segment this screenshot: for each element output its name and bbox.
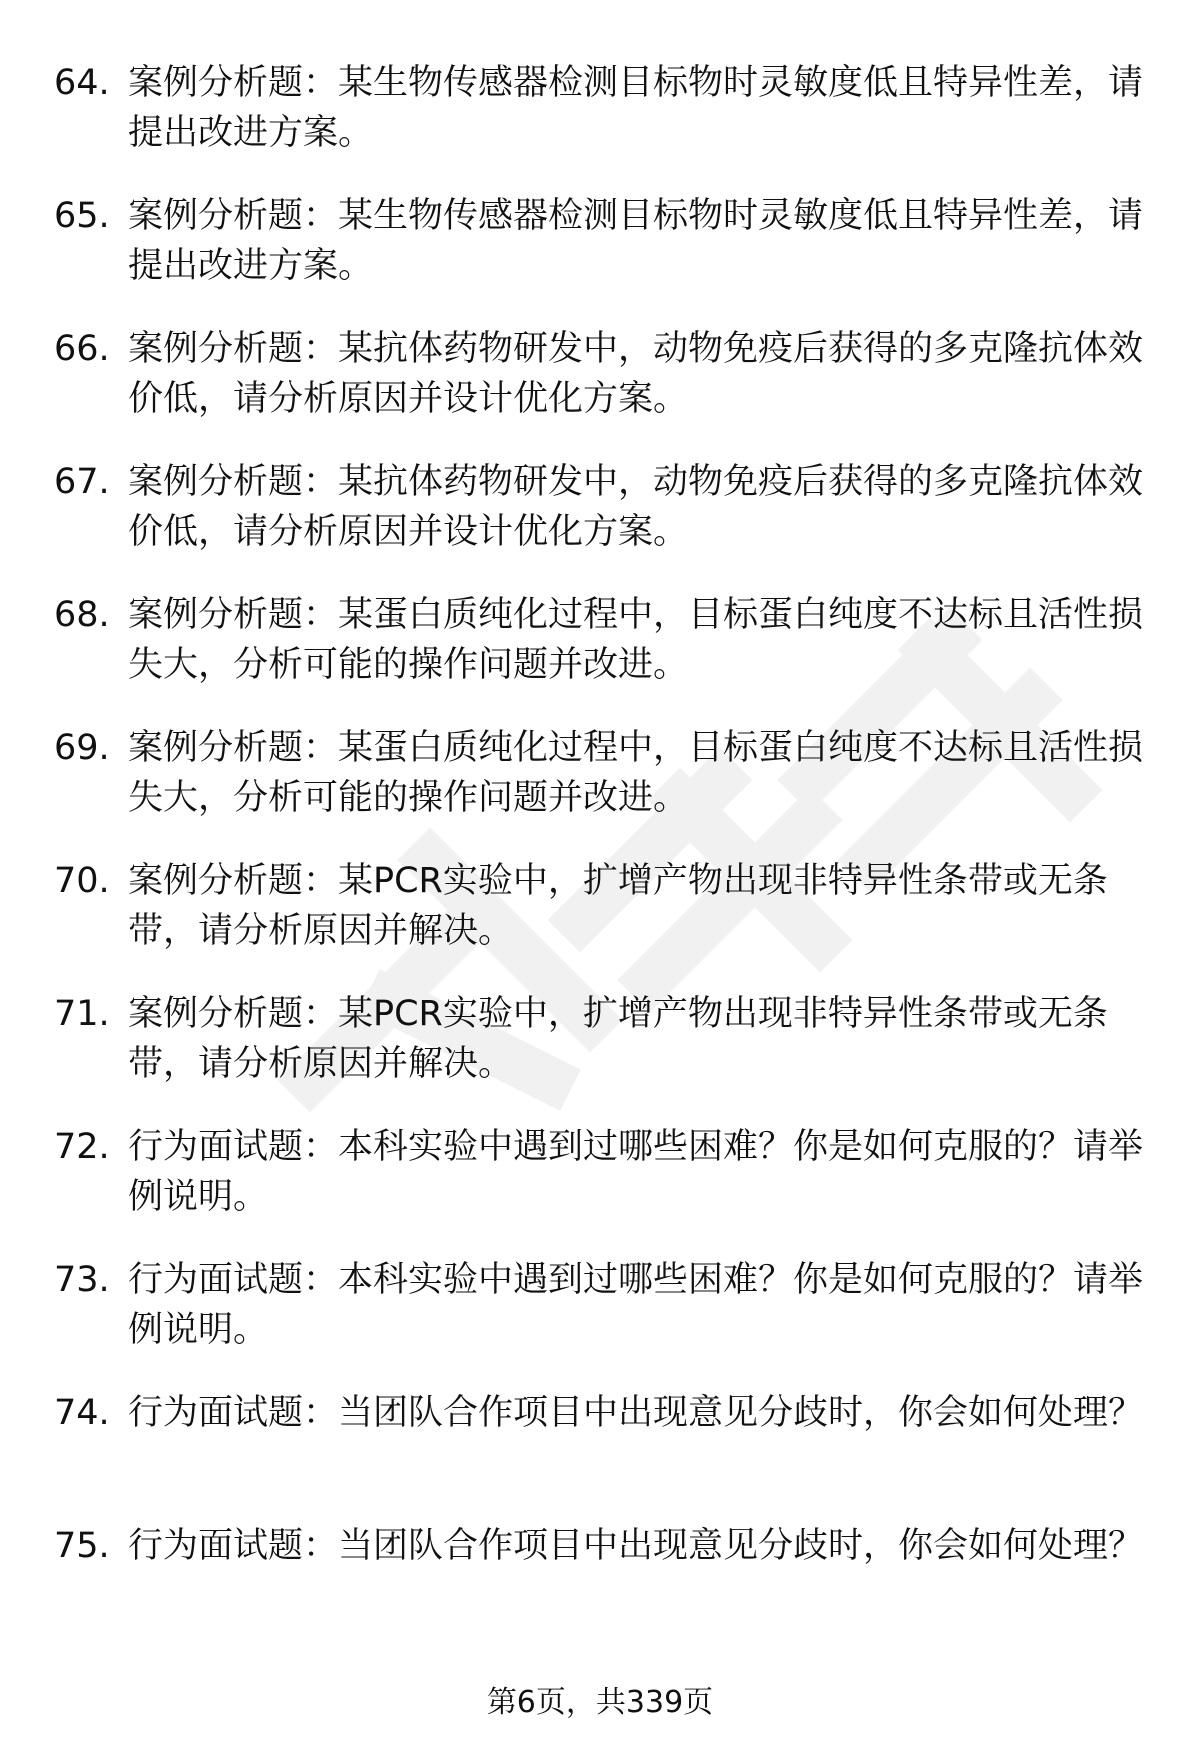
- question-text: 案例分析题：某PCR实验中，扩增产物出现非特异性条带或无条带，请分析原因并解决。: [128, 994, 1108, 1084]
- question-item: [54, 457, 1164, 557]
- question-item: [54, 856, 1164, 956]
- question-item: [54, 723, 1164, 823]
- question-item: [54, 58, 1164, 158]
- question-item: [54, 1521, 1164, 1621]
- question-text: 行为面试题：当团队合作项目中出现意见分歧时，你会如何处理？: [128, 1526, 1144, 1566]
- question-item: [54, 590, 1164, 690]
- question-text: 案例分析题：某生物传感器检测目标物时灵敏度低且特异性差，请提出改进方案。: [128, 63, 1144, 153]
- question-text: 案例分析题：某抗体药物研发中，动物免疫后获得的多克隆抗体效价低，请分析原因并设计优化方案。: [128, 329, 1144, 419]
- question-number: 64.: [54, 63, 110, 103]
- question-text: 案例分析题：某PCR实验中，扩增产物出现非特异性条带或无条带，请分析原因并解决。: [128, 861, 1108, 951]
- question-text: 行为面试题：本科实验中遇到过哪些困难？你是如何克服的？请举例说明。: [128, 1260, 1144, 1350]
- question-item: [54, 324, 1164, 424]
- question-number: 72.: [54, 1127, 110, 1167]
- question-item: [54, 1122, 1164, 1222]
- question-item: [54, 989, 1164, 1089]
- question-text: 案例分析题：某抗体药物研发中，动物免疫后获得的多克隆抗体效价低，请分析原因并设计优化方案。: [128, 462, 1144, 552]
- question-number: 68.: [54, 595, 110, 635]
- question-item: [54, 1388, 1164, 1488]
- question-number: 70.: [54, 861, 110, 901]
- question-item: [54, 191, 1164, 291]
- question-number: 69.: [54, 728, 110, 768]
- question-text: 行为面试题：本科实验中遇到过哪些困难？你是如何克服的？请举例说明。: [128, 1127, 1144, 1217]
- question-text: 案例分析题：某生物传感器检测目标物时灵敏度低且特异性差，请提出改进方案。: [128, 196, 1144, 286]
- question-number: 73.: [54, 1260, 110, 1300]
- question-number: 74.: [54, 1393, 110, 1433]
- question-text: 案例分析题：某蛋白质纯化过程中，目标蛋白纯度不达标且活性损失大，分析可能的操作问题并改进。: [128, 728, 1144, 818]
- question-text: 案例分析题：某蛋白质纯化过程中，目标蛋白纯度不达标且活性损失大，分析可能的操作问题并改进。: [128, 595, 1144, 685]
- question-list: [54, 58, 1164, 1654]
- question-number: 75.: [54, 1526, 110, 1566]
- page-number: 第6页，共339页: [486, 1685, 714, 1720]
- question-item: [54, 1255, 1164, 1355]
- question-number: 67.: [54, 462, 110, 502]
- question-number: 66.: [54, 329, 110, 369]
- question-number: 71.: [54, 994, 110, 1034]
- question-text: 行为面试题：当团队合作项目中出现意见分歧时，你会如何处理？: [128, 1393, 1144, 1433]
- question-number: 65.: [54, 196, 110, 236]
